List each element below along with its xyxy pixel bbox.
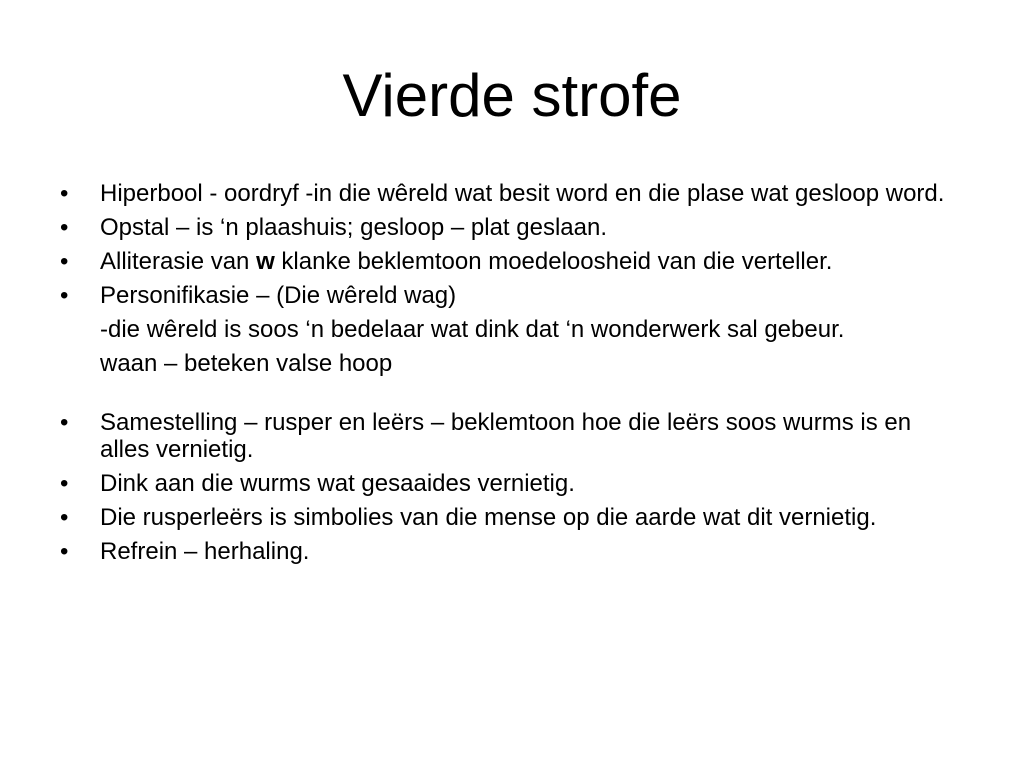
list-item-rusperleers [60,504,960,531]
bullet-marker: • [60,409,69,436]
list-item-continuation-waan [60,350,960,377]
list-item-continuation-bedelaar [60,316,960,343]
bullet-marker: • [60,282,69,309]
bullet-marker: • [60,248,69,275]
list-item-text: Personifikasie – (Die wêreld wag) [100,282,457,309]
bullet-marker: • [60,538,69,565]
list-item-personifikasie [60,282,960,309]
list-item-text: waan – beteken valse hoop [100,350,393,377]
list-item-text: Die rusperleërs is simbolies van die mense op die aarde wat dit vernietig. [100,504,877,531]
list-item-text: Dink aan die wurms wat gesaaides vernietig. [100,470,575,497]
list-item-samestelling [60,409,960,463]
list-item-bold-letter: w [256,248,275,275]
bullet-marker: • [60,214,69,241]
list-item-opstal [60,214,960,241]
list-item-hiperbool [60,180,960,207]
bullet-list [60,180,960,572]
bullet-marker: • [60,504,69,531]
list-item-text-end: klanke beklemtoon moedeloosheid van die verteller. [274,248,833,275]
list-item-refrein [60,538,960,565]
bullet-marker: • [60,470,69,497]
bullet-marker: • [60,180,69,207]
list-item-text: Samestelling – rusper en leërs – beklemtoon hoe die leërs soos wurms is en alles vernietig. [100,409,912,463]
list-item-text-start: Alliterasie van [100,248,257,275]
list-item-text: Hiperbool - oordryf -in die wêreld wat besit word en die plase wat gesloop word. [100,180,945,207]
list-item-alliterasie [60,248,960,275]
list-item-dink [60,470,960,497]
list-item-text: Refrein – herhaling. [100,538,310,565]
list-item-text: Opstal – is ‘n plaashuis; gesloop – plat geslaan. [100,214,607,241]
slide-title: Vierde strofe [342,62,682,129]
list-item-text: -die wêreld is soos ‘n bedelaar wat dink dat ‘n wonderwerk sal gebeur. [100,316,845,343]
